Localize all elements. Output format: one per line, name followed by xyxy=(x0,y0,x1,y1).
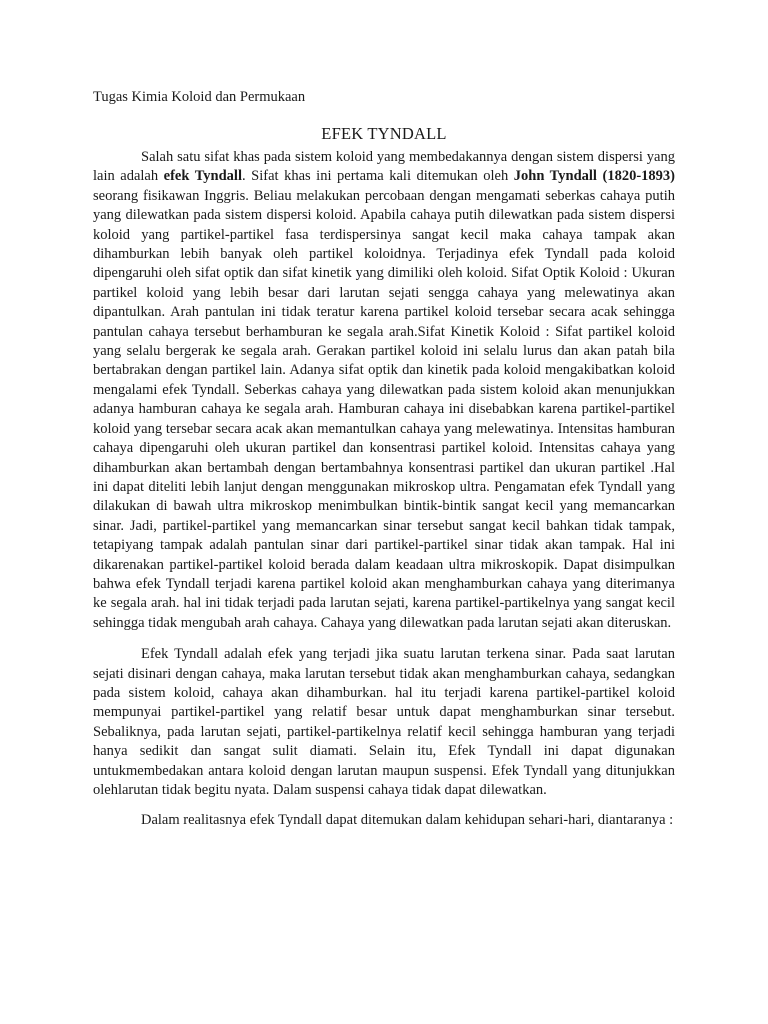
paragraph-1 xyxy=(93,148,675,633)
paragraph-2: Efek Tyndall adalah efek yang terjadi jika suatu larutan terkena sinar. Pada saat larutan sejati disinari dengan cahaya, maka larutan tersebut tidak akan menghamburkan cahaya, sedangkan pada sistem koloid, cahaya akan dihamburkan. hal itu terjadi karena partikel-partikel koloid mempunyai partikel-partikel yang relatif besar untuk dapat menghamburkan sinar tersebut. Sebaliknya, pada larutan sejati, partikel-partikelnya relatif kecil sehingga hamburan yang terjadi hanya sedikit dan sangat sulit diamati. Selain itu, Efek Tyndall ini dapat digunakan untukmembedakan antara koloid dengan larutan maupun suspensi. Efek Tyndall yang ditunjukkan olehlarutan tidak begitu nyata. Dalam suspensi cahaya tidak dapat dilewatkan. xyxy=(93,646,675,798)
paragraph-1-text-1: Salah satu sifat khas pada sistem koloid yang membedakannya dengan sistem dispersi yang lain adalah xyxy=(93,149,675,185)
document-body xyxy=(93,148,675,831)
paragraph-3: Dalam realitasnya efek Tyndall dapat ditemukan dalam kehidupan sehari-hari, diantaranya : xyxy=(141,812,674,829)
document-header: Tugas Kimia Koloid dan Permukaan xyxy=(93,89,306,105)
paragraph-1-text-2: . Sifat khas ini pertama kali ditemukan oleh xyxy=(241,168,514,185)
bold-term-efek-tyndall: efek Tyndall xyxy=(163,168,242,185)
document-title: EFEK TYNDALL xyxy=(321,124,447,143)
bold-term-john-tyndall: John Tyndall (1820-1893) xyxy=(513,168,675,185)
paragraph-1-text-3: seorang fisikawan Inggris. Beliau melakukan percobaan dengan mengamati seberkas cahaya putih yang dilewatkan pada sistem dispersi koloid. Apabila cahaya putih dilewatkan pada sistem dispersi koloid yang partikel-partikel fasa terdispersinya sangat kecil maka cahaya tampak akan dihamburkan lebih banyak oleh partikel koloidnya. Terjadinya efek Tyndall pada koloid dipengaruhi oleh sifat optik dan sifat kinetik yang dimiliki oleh koloid. Sifat Optik Koloid : Ukuran partikel koloid yang lebih besar dari larutan sejati sengga cahaya yang melewatinya akan dipantulkan. Arah pantulan ini tidak teratur karena partikel koloid tersebar secara acak sehingga pantulan cahaya tersebut berhamburan ke segala arah.Sifat Kinetik Koloid : Sifat partikel koloid yang selalu bergerak ke segala arah. Gerakan partikel koloid ini selalu lurus dan akan patah bila bertabrakan dengan partikel lain. Adanya sifat optik dan kinetik pada koloid mengakibatkan koloid mengalami efek Tyndall. Seberkas cahaya yang dilewatkan pada sistem koloid akan menunjukkan adanya hamburan cahaya ke segala arah. Hamburan cahaya ini disebabkan karena partikel-partikel koloid yang tersebar secara acak akan memantulkan cahaya yang melewatinya. Intensitas hamburan cahaya dipengaruhi oleh ukuran partikel dan konsentrasi partikel koloid. Intensitas cahaya yang dihamburkan akan bertambah dengan bertambahnya konsentrasi partikel dan ukuran partikel .Hal ini dapat diteliti lebih lanjut dengan menggunakan mikroskop ultra. Pengamatan efek Tyndall yang dilakukan di bawah ultra mikroskop menimbulkan bintik-bintik sangat kecil yang memancarkan sinar. Jadi, partikel-partikel yang memancarkan sinar tersebut sangat kecil bahkan tidak tampak, tetapiyang tampak adalah pantulan sinar dari partikel-partikel sinar tidak akan tampak. Hal ini dikarenakan partikel-partikel koloid berada dalam keadaan ultra mikroskopik. Dapat disimpulkan bahwa efek Tyndall terjadi karena partikel koloid akan menghamburkan cahaya yang diterimanya ke segala arah. hal ini tidak terjadi pada larutan sejati, karena partikel-partikelnya yang sangat kecil sehingga tidak mengubah arah cahaya. Cahaya yang dilewatkan pada larutan sejati akan diteruskan. xyxy=(93,187,675,631)
